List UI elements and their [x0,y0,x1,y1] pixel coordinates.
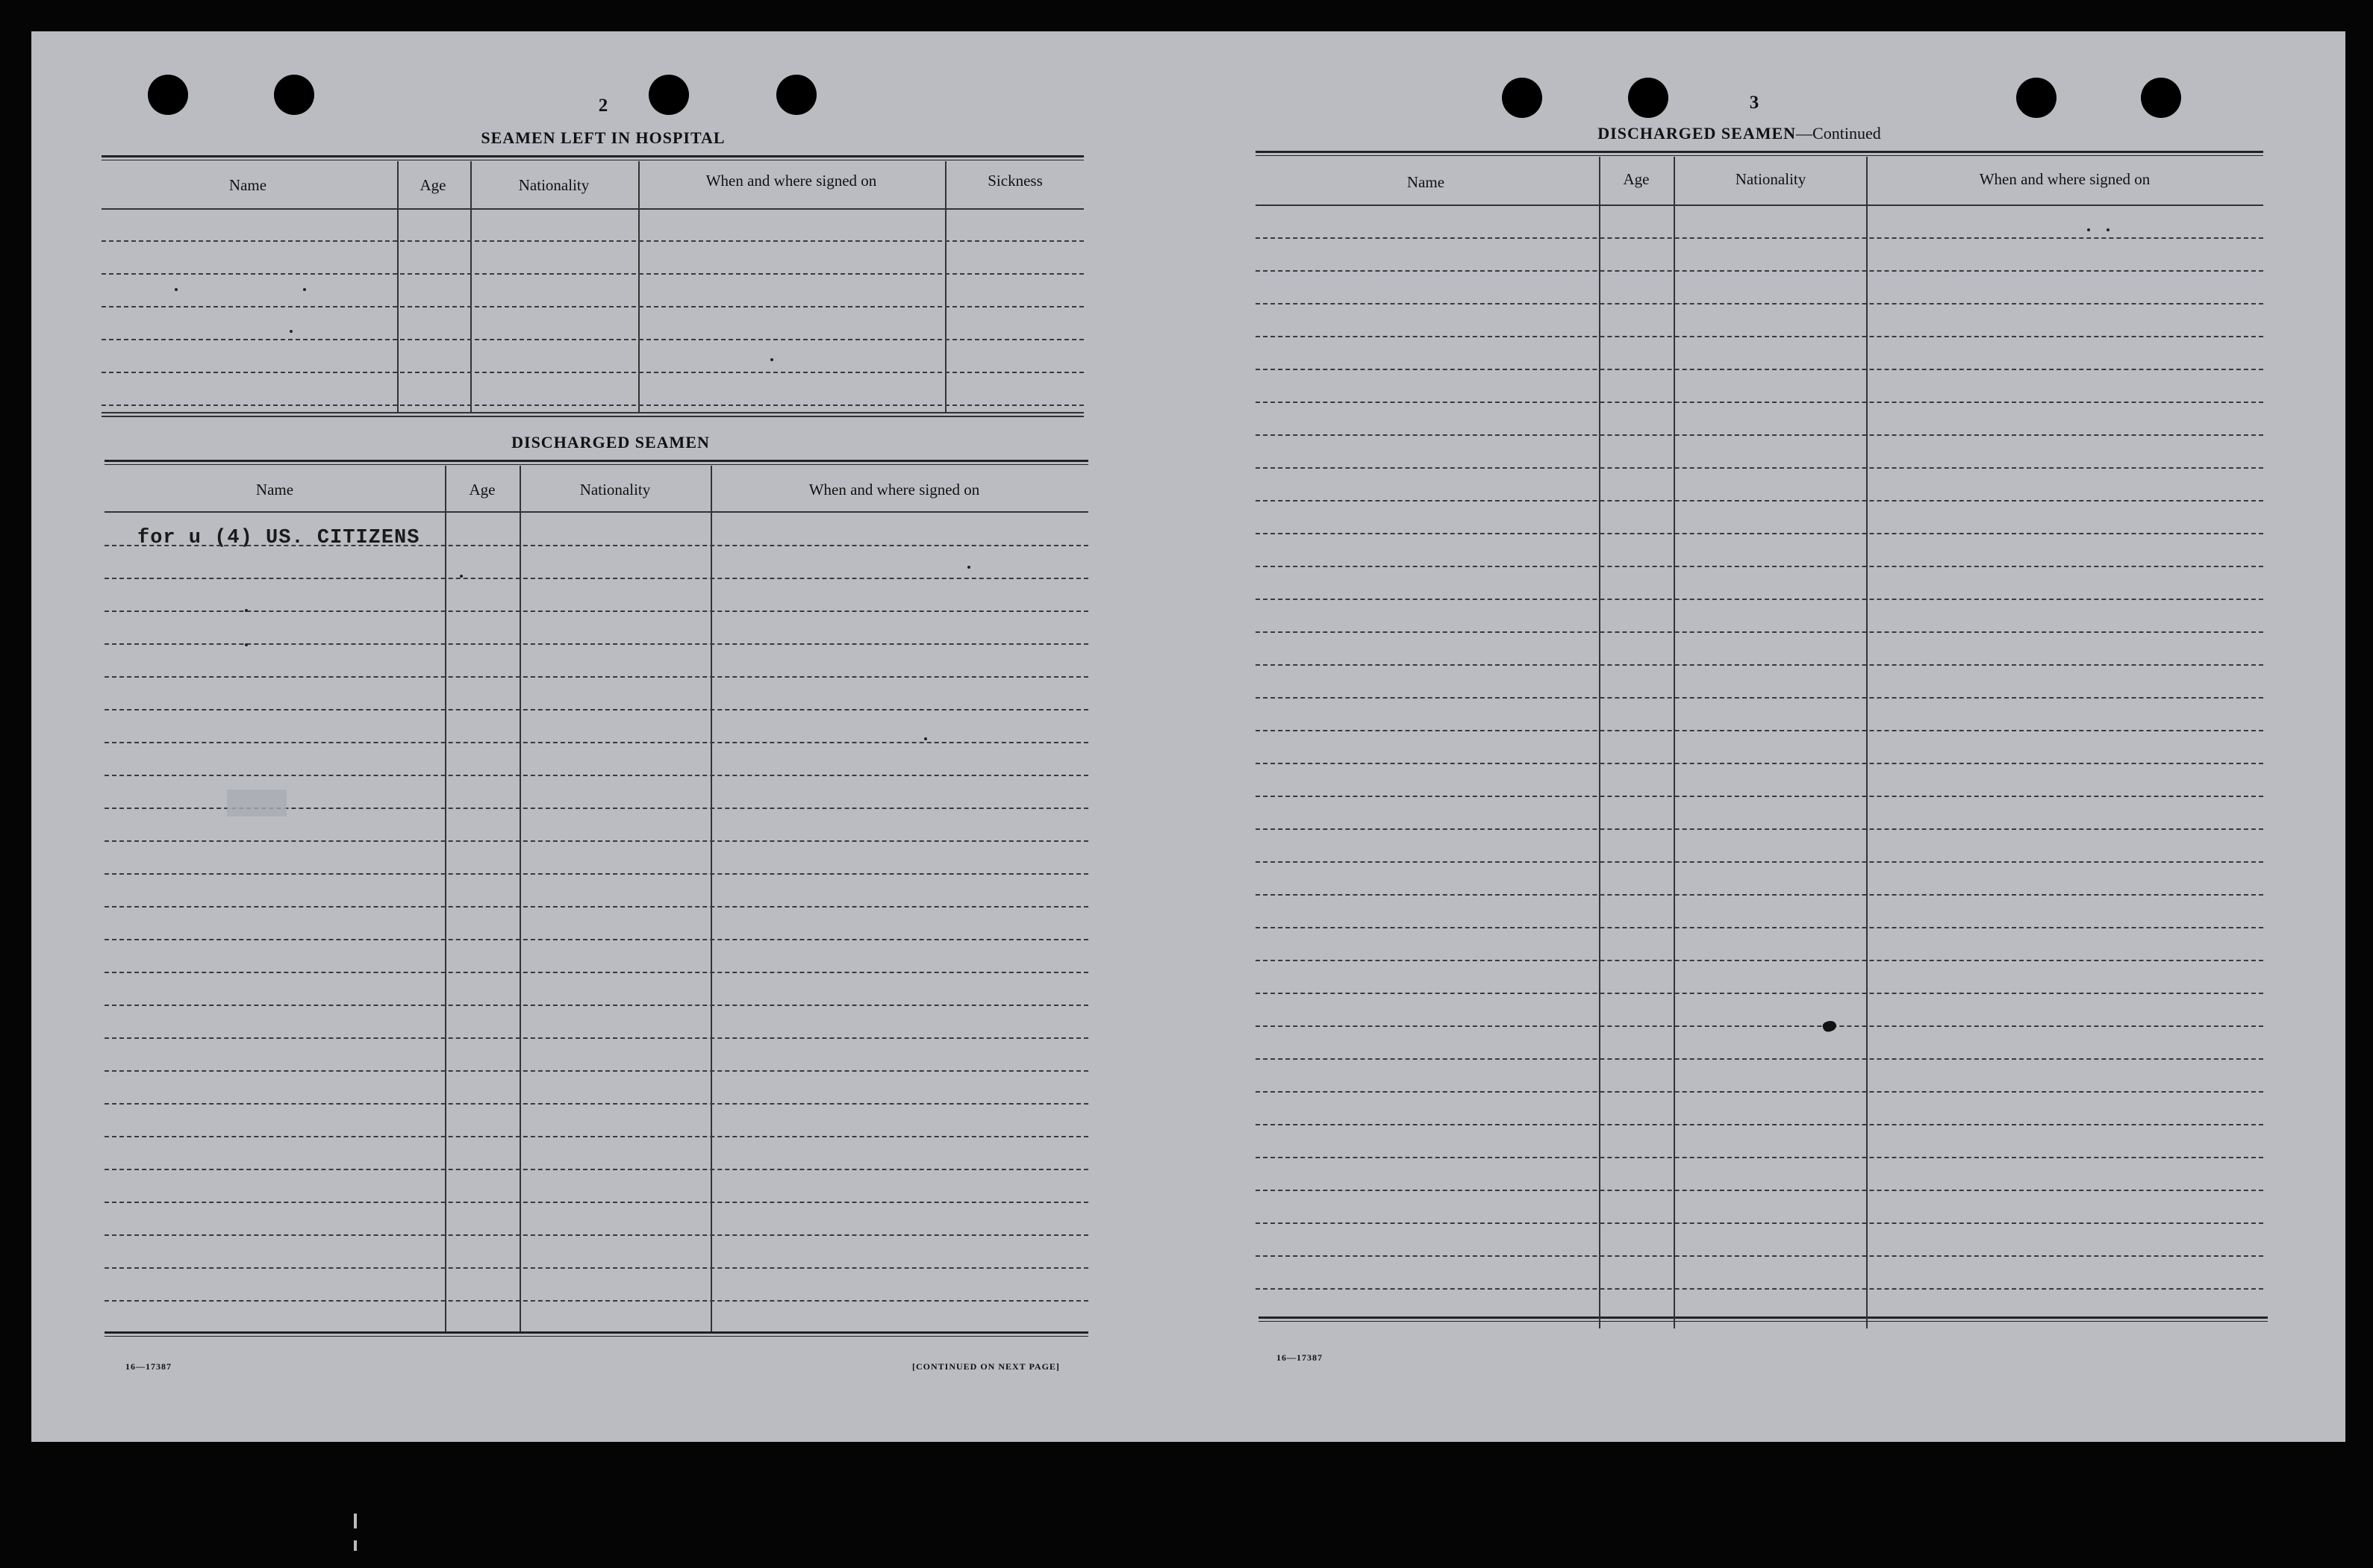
film-mark [354,1514,357,1528]
ruled-line [105,775,1088,776]
ruled-line [1256,1288,2263,1290]
ruled-line [105,1202,1088,1203]
ruled-line [105,1300,1088,1302]
ruled-line [1256,303,2263,304]
ruled-line [1256,1190,2263,1191]
hospital-col-divider [397,161,399,412]
discharged-col-header-name: Name [255,481,294,499]
paper-speck [967,566,970,569]
ruled-line [105,1136,1088,1137]
right-col-header-age: Age [1623,170,1650,188]
paper-speck [245,643,248,646]
ruled-line [1256,467,2263,469]
hospital-table-bottom-rule [102,412,1084,413]
paper-speck [2087,228,2090,231]
punch-hole [2016,78,2057,118]
ruled-line [1256,796,2263,797]
right-table-bottom-rule [1259,1316,2268,1322]
ruled-line [105,939,1088,940]
discharged-col-header-age: Age [469,481,496,499]
right-form-number: 16—17387 [1276,1352,1323,1363]
ruled-line [105,742,1088,743]
ruled-line [105,610,1088,612]
paper-speck [2107,228,2109,231]
discharged-col-header-signed-on: When and where signed on [808,481,980,499]
ruled-line [105,840,1088,842]
hospital-section-title: SEAMEN LEFT IN HOSPITAL [481,128,726,147]
ruled-line [1256,730,2263,731]
ruled-line [1256,1255,2263,1257]
ink-blot [1821,1019,1838,1033]
paper-speck [770,358,773,361]
punch-hole [649,75,689,115]
punch-hole [1628,78,1668,118]
hospital-col-header-name: Name [228,176,267,194]
ruled-line [1256,237,2263,239]
ruled-line [1256,894,2263,896]
paper-speck [924,737,927,740]
punch-hole [148,75,188,115]
ruled-line [1256,763,2263,764]
ruled-line [105,545,1088,546]
ruled-line [1256,927,2263,928]
right-col-header-name: Name [1406,173,1445,191]
ruled-line [105,972,1088,973]
ruled-line [105,873,1088,875]
ruled-line [1256,500,2263,502]
paper-speck [460,575,463,578]
hospital-table-bottom-rule [102,416,1084,417]
ruled-line [105,1037,1088,1039]
paper-stain [227,790,287,816]
right-col-header-nationality: Nationality [1735,170,1806,188]
right-col-divider [1866,157,1868,1328]
punch-hole [2141,78,2181,118]
hospital-header-rule [102,208,1084,210]
hospital-col-divider [638,161,640,412]
right-section-title [1597,124,1880,143]
ruled-line [1256,434,2263,436]
ruled-line [105,1267,1088,1269]
right-col-header-signed-on: When and where signed on [1979,170,2151,188]
ruled-line [1256,1025,2263,1027]
right-section-title-main: DISCHARGED SEAMEN [1597,124,1797,143]
ruled-line [105,676,1088,678]
discharged-col-header-nationality: Nationality [579,481,651,499]
ruled-line [105,1234,1088,1236]
paper-speck [245,609,248,612]
ruled-line [1256,599,2263,600]
ruled-line [1256,631,2263,633]
punch-hole [1502,78,1542,118]
hospital-col-header-sickness: Sickness [988,172,1043,190]
ruled-line [102,372,1084,373]
typed-entry: for u (4) US. CITIZENS [137,527,420,549]
ruled-line [1256,1058,2263,1060]
ruled-line [102,273,1084,275]
ruled-line [1256,402,2263,403]
left-page-number: 2 [598,96,608,116]
ruled-line [102,306,1084,307]
right-section-title-suffix: —Continued [1796,124,1881,143]
ruled-line [102,240,1084,242]
punch-hole [776,75,817,115]
ruled-line [1256,1222,2263,1224]
ruled-line [1256,993,2263,994]
ruled-line [1256,270,2263,272]
ruled-line [1256,1124,2263,1125]
ruled-line [1256,1157,2263,1158]
hospital-col-header-signed-on: When and where signed on [705,172,877,190]
ruled-line [105,1070,1088,1072]
ruled-line [105,709,1088,710]
right-table-top-rule [1256,151,2263,156]
right-col-divider [1674,157,1675,1328]
right-col-divider [1599,157,1600,1328]
hospital-col-header-age: Age [420,176,446,194]
ruled-line [1256,533,2263,534]
discharged-table-bottom-rule [105,1331,1088,1337]
hospital-col-divider [470,161,472,412]
right-page-number: 3 [1749,93,1759,113]
ruled-line [1256,336,2263,337]
continued-note: [CONTINUED ON NEXT PAGE] [912,1361,1060,1372]
film-mark [354,1540,357,1551]
ruled-line [1256,566,2263,567]
ruled-line [1256,861,2263,863]
discharged-table-top-rule [105,460,1088,465]
right-header-rule [1256,204,2263,206]
ruled-line [105,578,1088,579]
ruled-line [1256,664,2263,666]
left-form-number: 16—17387 [125,1361,172,1372]
ruled-line [105,1169,1088,1170]
document-sheet [31,31,2345,1442]
ruled-line [1256,828,2263,830]
punch-hole [274,75,314,115]
hospital-col-header-nationality: Nationality [518,176,590,194]
ruled-line [1256,1091,2263,1093]
hospital-col-divider [945,161,947,412]
ruled-line [105,1005,1088,1006]
ruled-line [1256,960,2263,961]
ruled-line [102,405,1084,406]
paper-speck [175,288,178,291]
paper-speck [290,330,293,333]
ruled-line [1256,697,2263,699]
ruled-line [1256,369,2263,370]
ruled-line [105,1103,1088,1105]
discharged-section-title: DISCHARGED SEAMEN [511,433,710,452]
discharged-header-rule [105,511,1088,513]
paper-speck [303,288,306,291]
ruled-line [105,906,1088,908]
ruled-line [105,643,1088,645]
hospital-table-top-rule [102,155,1084,160]
ruled-line [102,339,1084,340]
